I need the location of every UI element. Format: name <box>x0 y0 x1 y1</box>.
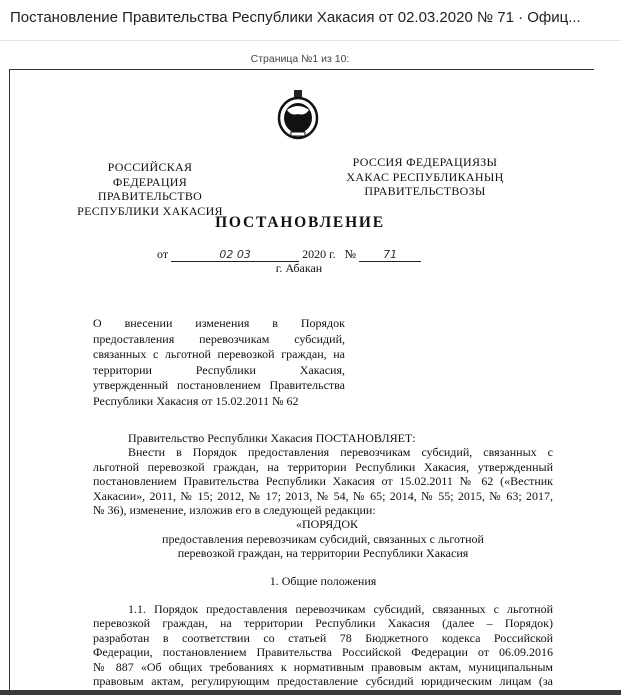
title-separator <box>0 40 621 41</box>
paragraph-line: № 887 «Об общих требованиях к нормативным правовым актам, муниципальным <box>93 659 553 674</box>
paragraph-line: 1.1. Порядок предоставления перевозчикам субсидий, связанных с льготной <box>128 602 553 617</box>
summary-line: утвержденный постановлением Правительства <box>93 378 345 393</box>
bottom-toolbar <box>0 690 621 695</box>
number-prefix: № <box>344 247 357 261</box>
paragraph-line: Федерации, постановлением Правительства Российской Федерации от 06.09.2016 <box>93 645 553 660</box>
window-title: Постановление Правительства Республики Хакасия от 02.03.2020 № 71 · Офиц... <box>10 9 581 26</box>
document-type-title: ПОСТАНОВЛЕНИЕ <box>215 214 385 231</box>
right-header <box>345 155 505 199</box>
coat-of-arms-emblem <box>277 90 319 140</box>
date-line <box>157 247 421 262</box>
summary-block <box>93 316 345 410</box>
page-indicator: Страница №1 из 10: <box>250 53 350 65</box>
date-prefix: от <box>157 247 169 261</box>
header-line: ПРАВИТЕЛЬСТВО <box>97 189 203 203</box>
year: 2020 г. <box>302 247 336 261</box>
resolves-line: Правительство Республики Хакасия ПОСТАНОВЛЯЕТ: <box>128 431 416 445</box>
header-line: РОССИЯ ФЕДЕРАЦИЯЗЫ <box>352 155 498 169</box>
date-handwritten: 02 03 <box>171 248 299 262</box>
number-handwritten: 71 <box>359 248 421 262</box>
body-text <box>93 431 553 689</box>
paragraph-line: постановлением Правительства Республики Хакасия от 15.02.2011 № 62 («Вестник <box>93 474 553 489</box>
section-heading: 1. Общие положения <box>269 573 377 588</box>
summary-line: территории Республики Хакасия, <box>93 362 345 377</box>
paragraph-line: Хакасии», 2011, № 15; 2012, № 17; 2013, № 54, № 65; 2014, № 55; 2015, № 63; 2017, <box>93 488 553 503</box>
summary-line: предоставления перевозчикам субсидий, <box>93 331 345 346</box>
paragraph-line: льготной перевозкой граждан, на территории Республики Хакасия, утвержденный <box>93 459 553 474</box>
summary-line: связанных с льготной перевозкой граждан, на <box>93 347 345 362</box>
header-line: ХАКАС РЕСПУБЛИКАНЫҢ <box>346 169 504 184</box>
order-title-line: предоставления перевозчикам субсидий, связанных с льготной <box>162 531 484 546</box>
city: г. Абакан <box>275 261 323 275</box>
summary-line: Республики Хакасия от 15.02.2011 № 62 <box>93 393 299 408</box>
left-header <box>75 160 225 218</box>
paragraph-line: № 36), изменение, изложив его в следующей редакции: <box>93 503 376 518</box>
order-title-line: «ПОРЯДОК <box>295 517 359 532</box>
order-title-line: перевозкой граждан, на территории Республики Хакасия <box>177 546 469 561</box>
paragraph-line: перевозкой граждан, на территории Республики Хакасия (далее – Порядок) <box>93 616 553 631</box>
paragraph-line: правовым актам, регулирующим предоставление субсидий юридическим лицам (за <box>93 674 553 689</box>
header-line: РОССИЙСКАЯ ФЕДЕРАЦИЯ <box>107 160 193 189</box>
header-line: РЕСПУБЛИКИ ХАКАСИЯ <box>77 203 223 218</box>
summary-line: О внесении изменения в Порядок <box>93 316 345 330</box>
paragraph-line: Внести в Порядок предоставления перевозчикам субсидий, связанных с <box>128 445 553 460</box>
paragraph-line: разработан в соответствии со статьей 78 Бюджетного кодекса Российской <box>93 630 553 645</box>
header-line: ПРАВИТЕЛЬСТВОЗЫ <box>364 184 486 198</box>
